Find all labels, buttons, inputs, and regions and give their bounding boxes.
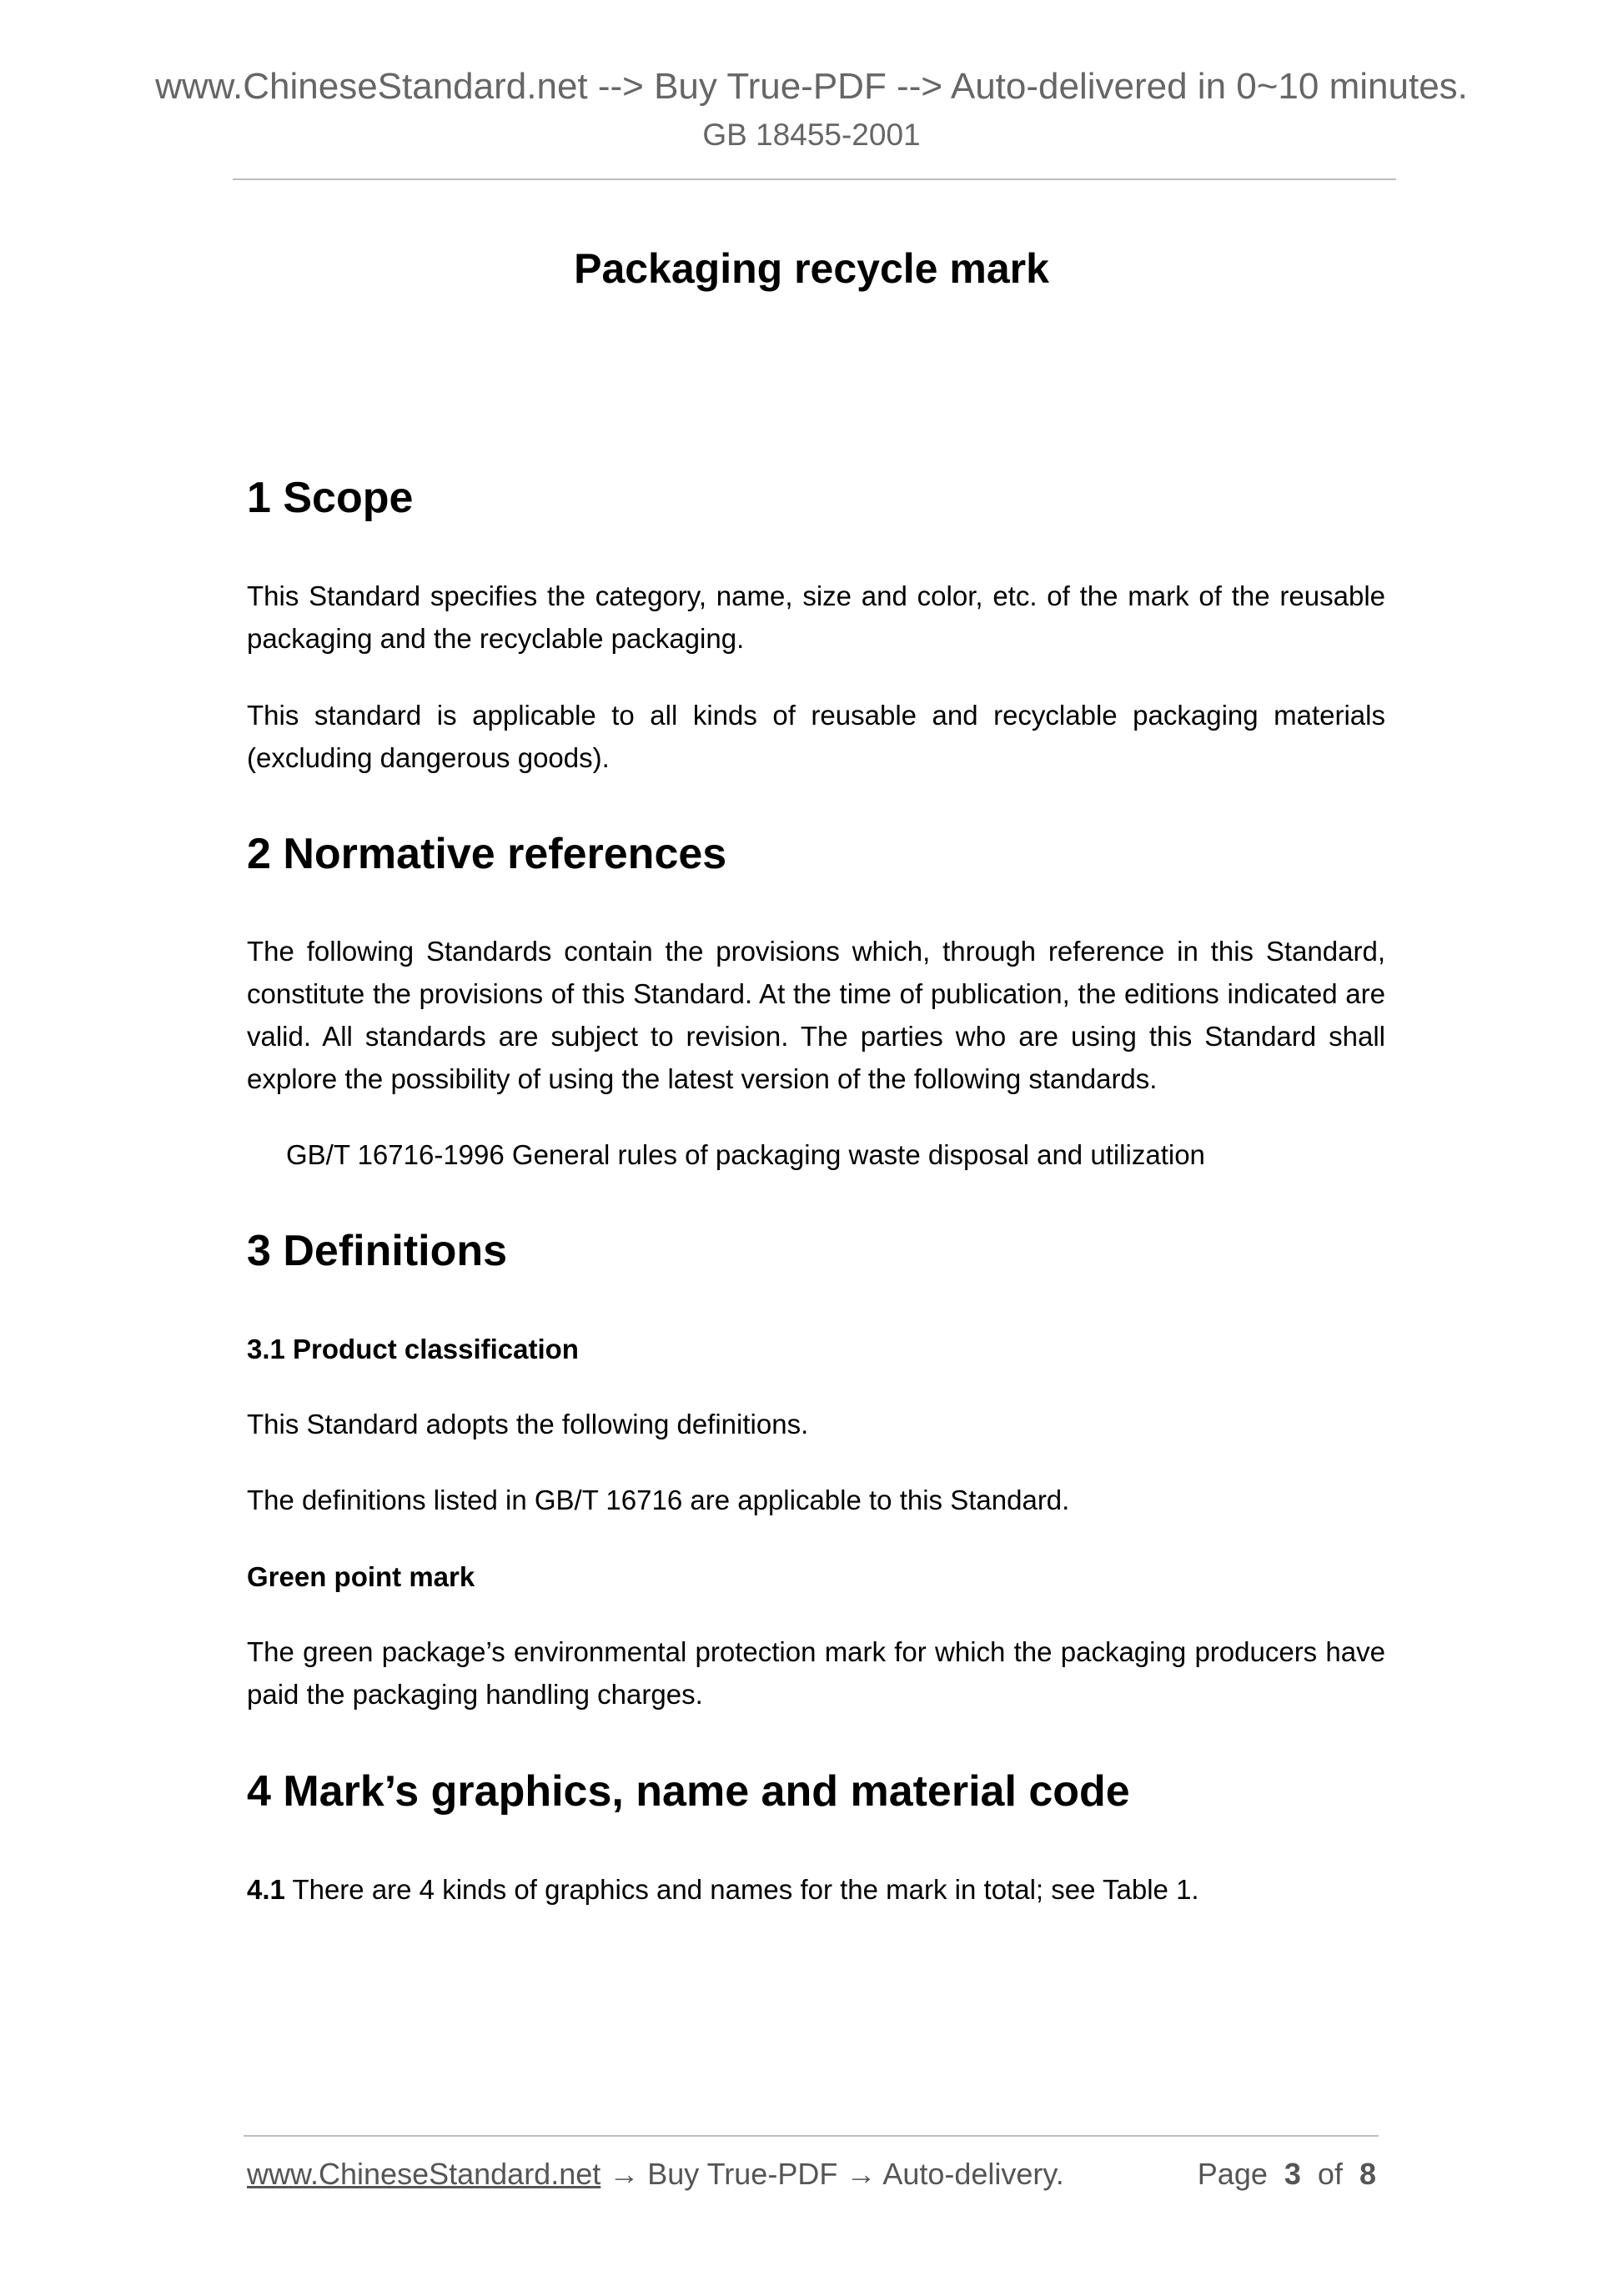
clause-4-1-text: There are 4 kinds of graphics and names for the mark in total; see Table 1. <box>284 1874 1199 1905</box>
standard-code: GB 18455-2001 <box>702 118 921 152</box>
scope-paragraph-2: This standard is applicable to all kinds of reusable and recyclable packaging materials (excluding dangerous goods). <box>247 700 1385 773</box>
footer-divider <box>244 2135 1379 2137</box>
footer-site-link[interactable]: www.ChineseStandard.net <box>247 2157 601 2191</box>
section-scope-heading: 1 Scope <box>247 474 414 522</box>
document-title: Packaging recycle mark <box>574 245 1049 292</box>
clause-4-1 <box>247 1868 1385 1911</box>
green-point-mark-term: Green point mark <box>247 1561 475 1592</box>
scope-paragraph-1: This Standard specifies the category, name, size and color, etc. of the mark of the reusable packaging and the recyclable packaging. <box>247 580 1385 654</box>
section-definitions-heading: 3 Definitions <box>247 1227 508 1275</box>
header-banner: www.ChineseStandard.net --> Buy True-PDF --> Auto-delivered in 0~10 minutes. <box>155 66 1468 107</box>
product-classification-heading: 3.1 Product classification <box>247 1334 579 1364</box>
section-marks-heading: 4 Mark’s graphics, name and material code <box>247 1767 1130 1816</box>
header-divider <box>233 178 1396 180</box>
definitions-paragraph-2: The definitions listed in GB/T 16716 are applicable to this Standard. <box>247 1485 1070 1515</box>
definitions-paragraph-1: This Standard adopts the following definitions. <box>247 1409 809 1439</box>
page-of-label: of <box>1317 2157 1343 2191</box>
footer-promo-text: → Buy True-PDF → Auto-delivery. <box>600 2157 1064 2191</box>
clause-4-1-number: 4.1 <box>247 1874 285 1905</box>
section-normative-heading: 2 Normative references <box>247 830 727 878</box>
footer-promo <box>247 2155 1064 2193</box>
normative-reference-item: GB/T 16716-1996 General rules of packaging waste disposal and utilization <box>286 1139 1205 1170</box>
green-point-mark-definition: The green package’s environmental protection mark for which the packaging producers have paid the packaging handling charges. <box>247 1636 1385 1710</box>
page-total: 8 <box>1359 2157 1376 2191</box>
page-label: Page <box>1197 2157 1268 2191</box>
page-indicator <box>1198 2155 1376 2193</box>
normative-paragraph: The following Standards contain the provisions which, through reference in this Standard, constitute the provisions of this Standard. At the time of publication, the editions indicated are valid. All standards are subject to revision. The parties who are using this Standard shall explore the possibility of using the latest version of the following standards. <box>247 936 1385 1094</box>
page-current: 3 <box>1284 2157 1301 2191</box>
